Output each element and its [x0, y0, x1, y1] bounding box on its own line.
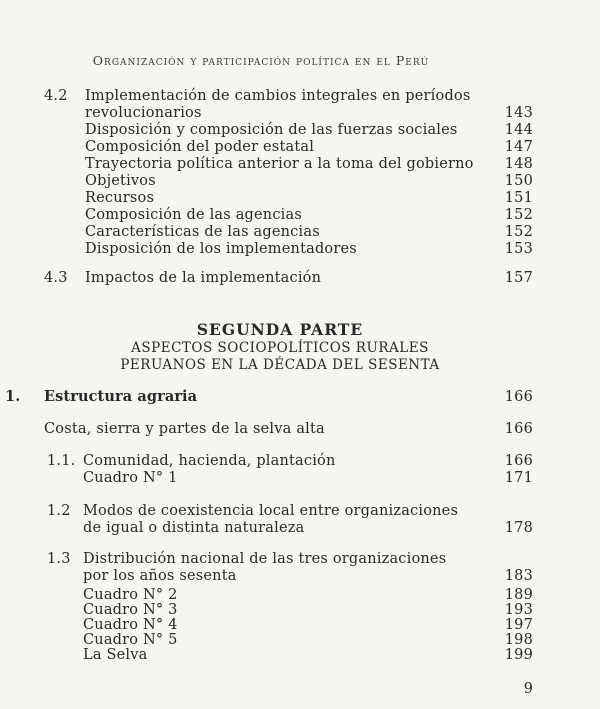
toc-entry-page: 157: [504, 270, 533, 286]
part-heading-line: PERUANOS EN LA DÉCADA DEL SESENTA: [120, 357, 440, 373]
toc-entry: [0, 207, 600, 224]
toc-entry: [0, 568, 600, 585]
toc-entry: [0, 520, 600, 537]
toc-entry-title: Modos de coexistencia local entre organizaciones: [83, 503, 459, 519]
toc-entry: [0, 190, 600, 207]
toc-entry-title: Implementación de cambios integrales en períodos: [85, 88, 471, 104]
toc-entry-title: Cuadro N° 2: [83, 587, 178, 603]
part-heading: [0, 320, 560, 374]
toc-entry-title: Costa, sierra y partes de la selva alta: [44, 421, 325, 437]
toc-entry: [0, 633, 600, 648]
toc-entry: [0, 618, 600, 633]
toc-entry: [0, 551, 600, 568]
toc-entry-number: 1.: [5, 388, 21, 405]
toc-entry-page: 199: [504, 647, 533, 663]
toc-entry: [0, 241, 600, 258]
toc-entry-title: revolucionarios: [85, 105, 202, 121]
toc-entry-title: Cuadro N° 3: [83, 602, 178, 618]
toc-entry-title: Disposición de los implementadores: [85, 241, 357, 257]
toc-entry-title: Composición de las agencias: [85, 207, 302, 223]
toc-entry-page: 153: [504, 241, 533, 257]
toc-entry: [0, 388, 600, 406]
toc-entry-title: Recursos: [85, 190, 155, 206]
toc-entry: [0, 105, 600, 122]
toc-entry-title: Objetivos: [85, 173, 156, 189]
toc-entry-page: 193: [504, 602, 533, 618]
toc-entry-title: Impactos de la implementación: [85, 270, 322, 286]
toc-entry-page: 152: [504, 207, 533, 223]
toc-entry-page: 166: [504, 453, 533, 469]
toc-entry-page: 166: [504, 389, 533, 405]
toc-entry: [0, 603, 600, 618]
toc-entry-title: Estructura agraria: [44, 388, 198, 405]
toc-entry-page: 150: [504, 173, 533, 189]
toc-entry: [0, 224, 600, 241]
toc-entry-page: 151: [504, 190, 533, 206]
toc-entry-page: 189: [504, 587, 533, 603]
toc-entry-number: 4.3: [44, 270, 68, 286]
toc-entry-page: 183: [504, 568, 533, 584]
toc-entry: [0, 139, 600, 156]
toc-entry: [0, 503, 600, 520]
running-header: Organización y participación política en el Perú: [92, 53, 430, 68]
toc-entry: [0, 173, 600, 190]
toc-entry-title: Características de las agencias: [85, 224, 320, 240]
toc-entry: [0, 588, 600, 603]
toc-entry-number: 1.1.: [47, 453, 76, 469]
toc-entry-page: 198: [504, 632, 533, 648]
toc-entry: [0, 88, 600, 105]
toc-entry-title: Cuadro N° 5: [83, 632, 178, 648]
toc-entry-page: 178: [504, 520, 533, 536]
toc-entry-page: 147: [504, 139, 533, 155]
toc-entry-title: La Selva: [83, 647, 148, 663]
toc-entry: [0, 453, 600, 470]
toc-entry-page: 166: [504, 421, 533, 437]
toc-entry-title: de igual o distinta naturaleza: [83, 520, 305, 536]
toc-entry-title: Composición del poder estatal: [85, 139, 315, 155]
toc-entry-title: por los años sesenta: [83, 568, 237, 584]
toc-entry-page: 152: [504, 224, 533, 240]
part-heading-line: ASPECTOS SOCIOPOLÍTICOS RURALES: [131, 340, 429, 356]
toc-entry: [0, 156, 600, 173]
toc-entry: [0, 122, 600, 139]
toc-entry-page: 148: [504, 156, 533, 172]
toc-entry-title: Cuadro N° 1: [83, 470, 178, 486]
toc-entry-page: 144: [504, 122, 533, 138]
toc-entry-page: 197: [504, 617, 533, 633]
part-heading-line: SEGUNDA PARTE: [196, 320, 364, 339]
toc-entry: [0, 470, 600, 487]
toc-entry-page: 143: [504, 105, 533, 121]
toc-entry-title: Disposición y composición de las fuerzas sociales: [85, 122, 458, 138]
toc-entry-number: 4.2: [44, 88, 68, 104]
toc-entry: [0, 648, 600, 663]
toc-entry-number: 1.2: [47, 503, 71, 519]
toc-entry-title: Comunidad, hacienda, plantación: [83, 453, 336, 469]
page-number: 9: [523, 681, 533, 697]
toc-entry-title: Cuadro N° 4: [83, 617, 178, 633]
toc-entry: [0, 270, 600, 287]
toc-entry-page: 171: [504, 470, 533, 486]
toc-entry-number: 1.3: [47, 551, 71, 567]
toc-entry-title: Distribución nacional de las tres organizaciones: [83, 551, 447, 567]
toc-entry: [0, 421, 600, 438]
table-of-contents: [0, 88, 600, 663]
toc-entry-title: Trayectoria política anterior a la toma del gobierno: [85, 156, 474, 172]
